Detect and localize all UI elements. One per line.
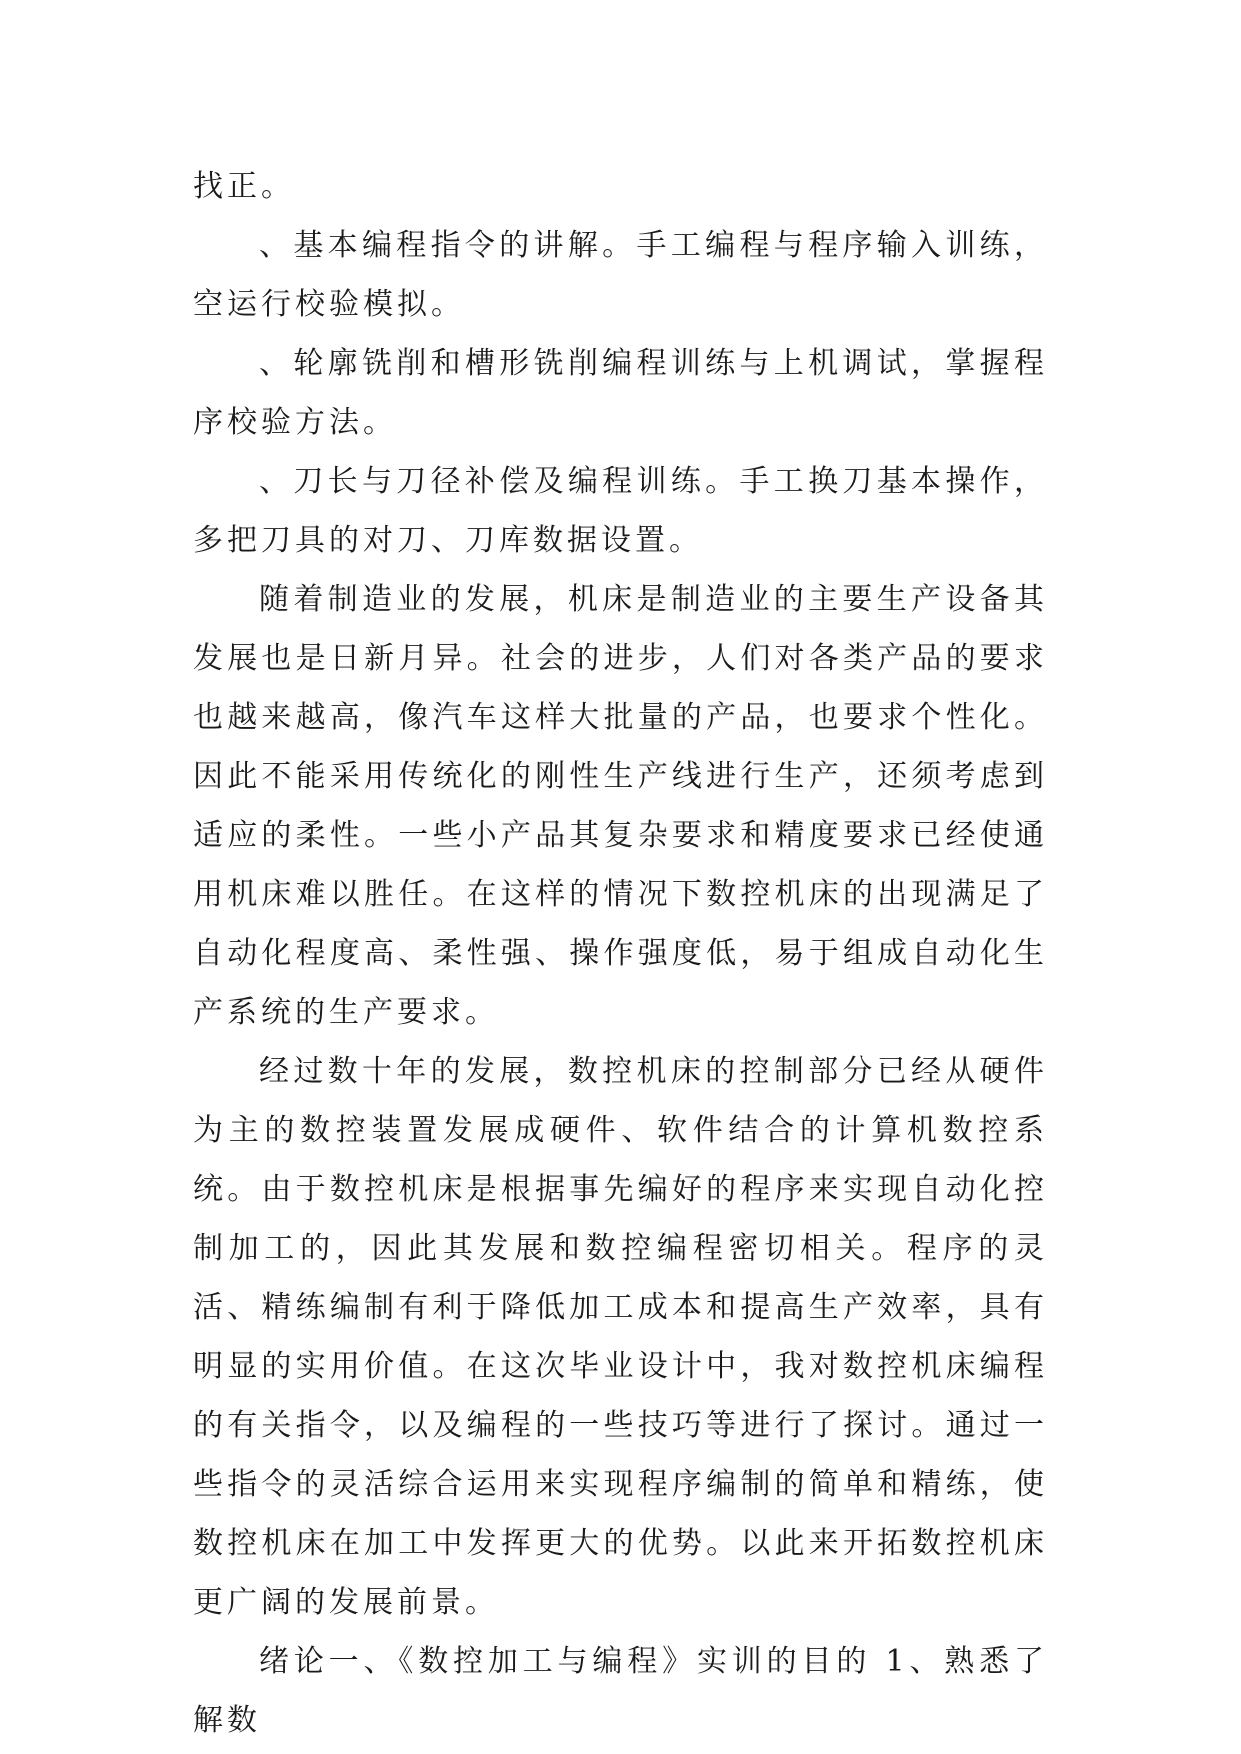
paragraph-5: 随着制造业的发展，机床是制造业的主要生产设备其发展也是日新月异。社会的进步，人们对各类产品的要求也越来越高，像汽车这样大批量的产品，也要求个性化。因此不能采用传统化的刚性生产线进行生产，还须考虑到适应的柔性。一些小产品其复杂要求和精度要求已经使通用机床难以胜任。在这样的情况下数控机床的出现满足了自动化程度高、柔性强、操作强度低，易于组成自动化生产系统的生产要求。 xyxy=(193,582,1048,1030)
paragraph-4: 、刀长与刀径补偿及编程训练。手工换刀基本操作，多把刀具的对刀、刀库数据设置。 xyxy=(193,464,1048,558)
paragraph-7: 绪论一、《数控加工与编程》实训的目的 1、熟悉了解数 xyxy=(193,1644,1048,1738)
body-text xyxy=(193,157,1048,1750)
paragraph-6: 经过数十年的发展，数控机床的控制部分已经从硬件为主的数控装置发展成硬件、软件结合的计算机数控系统。由于数控机床是根据事先编好的程序来实现自动化控制加工的，因此其发展和数控编程密切相关。程序的灵活、精练编制有利于降低加工成本和提高生产效率，具有明显的实用价值。在这次毕业设计中，我对数控机床编程的有关指令，以及编程的一些技巧等进行了探讨。通过一些指令的灵活综合运用来实现程序编制的简单和精练，使数控机床在加工中发挥更大的优势。以此来开拓数控机床更广阔的发展前景。 xyxy=(193,1054,1048,1620)
paragraph-3: 、轮廓铣削和槽形铣削编程训练与上机调试，掌握程序校验方法。 xyxy=(193,346,1048,440)
paragraph-2: 、基本编程指令的讲解。手工编程与程序输入训练，空运行校验模拟。 xyxy=(193,228,1048,322)
paragraph-1: 找正。 xyxy=(193,169,295,204)
